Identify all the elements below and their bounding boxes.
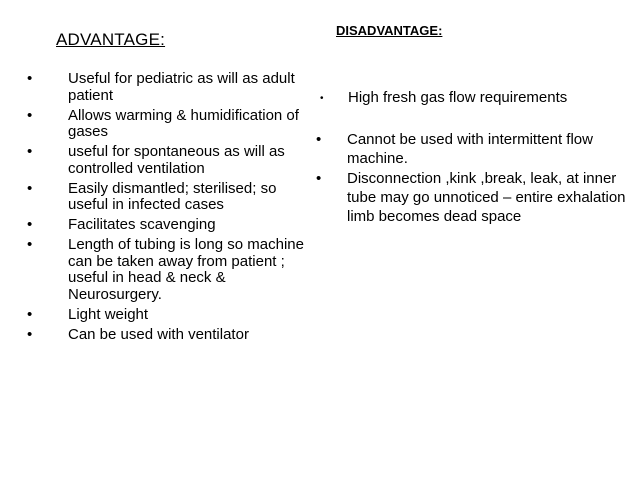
advantage-item bbox=[0, 327, 315, 344]
advantage-item bbox=[0, 71, 315, 104]
advantage-item bbox=[0, 307, 315, 324]
bullet-icon: • bbox=[27, 70, 33, 87]
disadvantage-heading: DISADVANTAGE: bbox=[336, 23, 443, 38]
disadvantage-item bbox=[316, 169, 636, 226]
advantage-item-text: Length of tubing is long so machine can be taken away from patient ; useful in head & neck & Neurosurgery. bbox=[68, 236, 304, 303]
bullet-icon: • bbox=[27, 179, 33, 197]
bullet-icon: • bbox=[27, 236, 33, 253]
bullet-icon: • bbox=[320, 93, 324, 104]
advantage-item-text: Can be used with ventilator bbox=[68, 325, 249, 343]
advantage-list bbox=[0, 71, 315, 347]
advantage-item-text: useful for spontaneous as will as controlled ventilation bbox=[68, 143, 285, 177]
bullet-icon: • bbox=[316, 131, 322, 148]
bullet-icon: • bbox=[27, 325, 33, 343]
advantage-item bbox=[0, 108, 315, 141]
advantage-item bbox=[0, 237, 315, 303]
advantage-item-text: Allows warming & humidification of gases bbox=[68, 106, 299, 140]
bullet-icon: • bbox=[27, 216, 33, 233]
bullet-icon: • bbox=[316, 170, 322, 187]
disadvantage-item-text: Cannot be used with intermittent flow machine. bbox=[347, 131, 593, 167]
advantage-heading: ADVANTAGE: bbox=[56, 30, 166, 49]
disadvantage-item-text: High fresh gas flow requirements bbox=[348, 89, 568, 106]
disadvantage-list bbox=[316, 130, 636, 227]
bullet-icon: • bbox=[27, 305, 33, 323]
bullet-icon: • bbox=[27, 143, 33, 160]
advantage-item-text: Useful for pediatric as will as adult patient bbox=[68, 70, 295, 104]
advantage-item-text: Light weight bbox=[68, 305, 149, 323]
bullet-icon: • bbox=[27, 106, 33, 124]
advantage-item bbox=[0, 144, 315, 177]
disadvantage-item bbox=[316, 130, 636, 168]
advantage-item-text: Facilitates scavenging bbox=[68, 216, 216, 233]
advantage-item-text: Easily dismantled; sterilised; so useful in infected cases bbox=[68, 179, 277, 213]
disadvantage-item-text: Disconnection ,kink ,break, leak, at inner tube may go unnoticed – entire exhalation limb becomes dead space bbox=[347, 170, 626, 225]
advantage-item bbox=[0, 217, 315, 234]
advantage-item bbox=[0, 181, 315, 214]
